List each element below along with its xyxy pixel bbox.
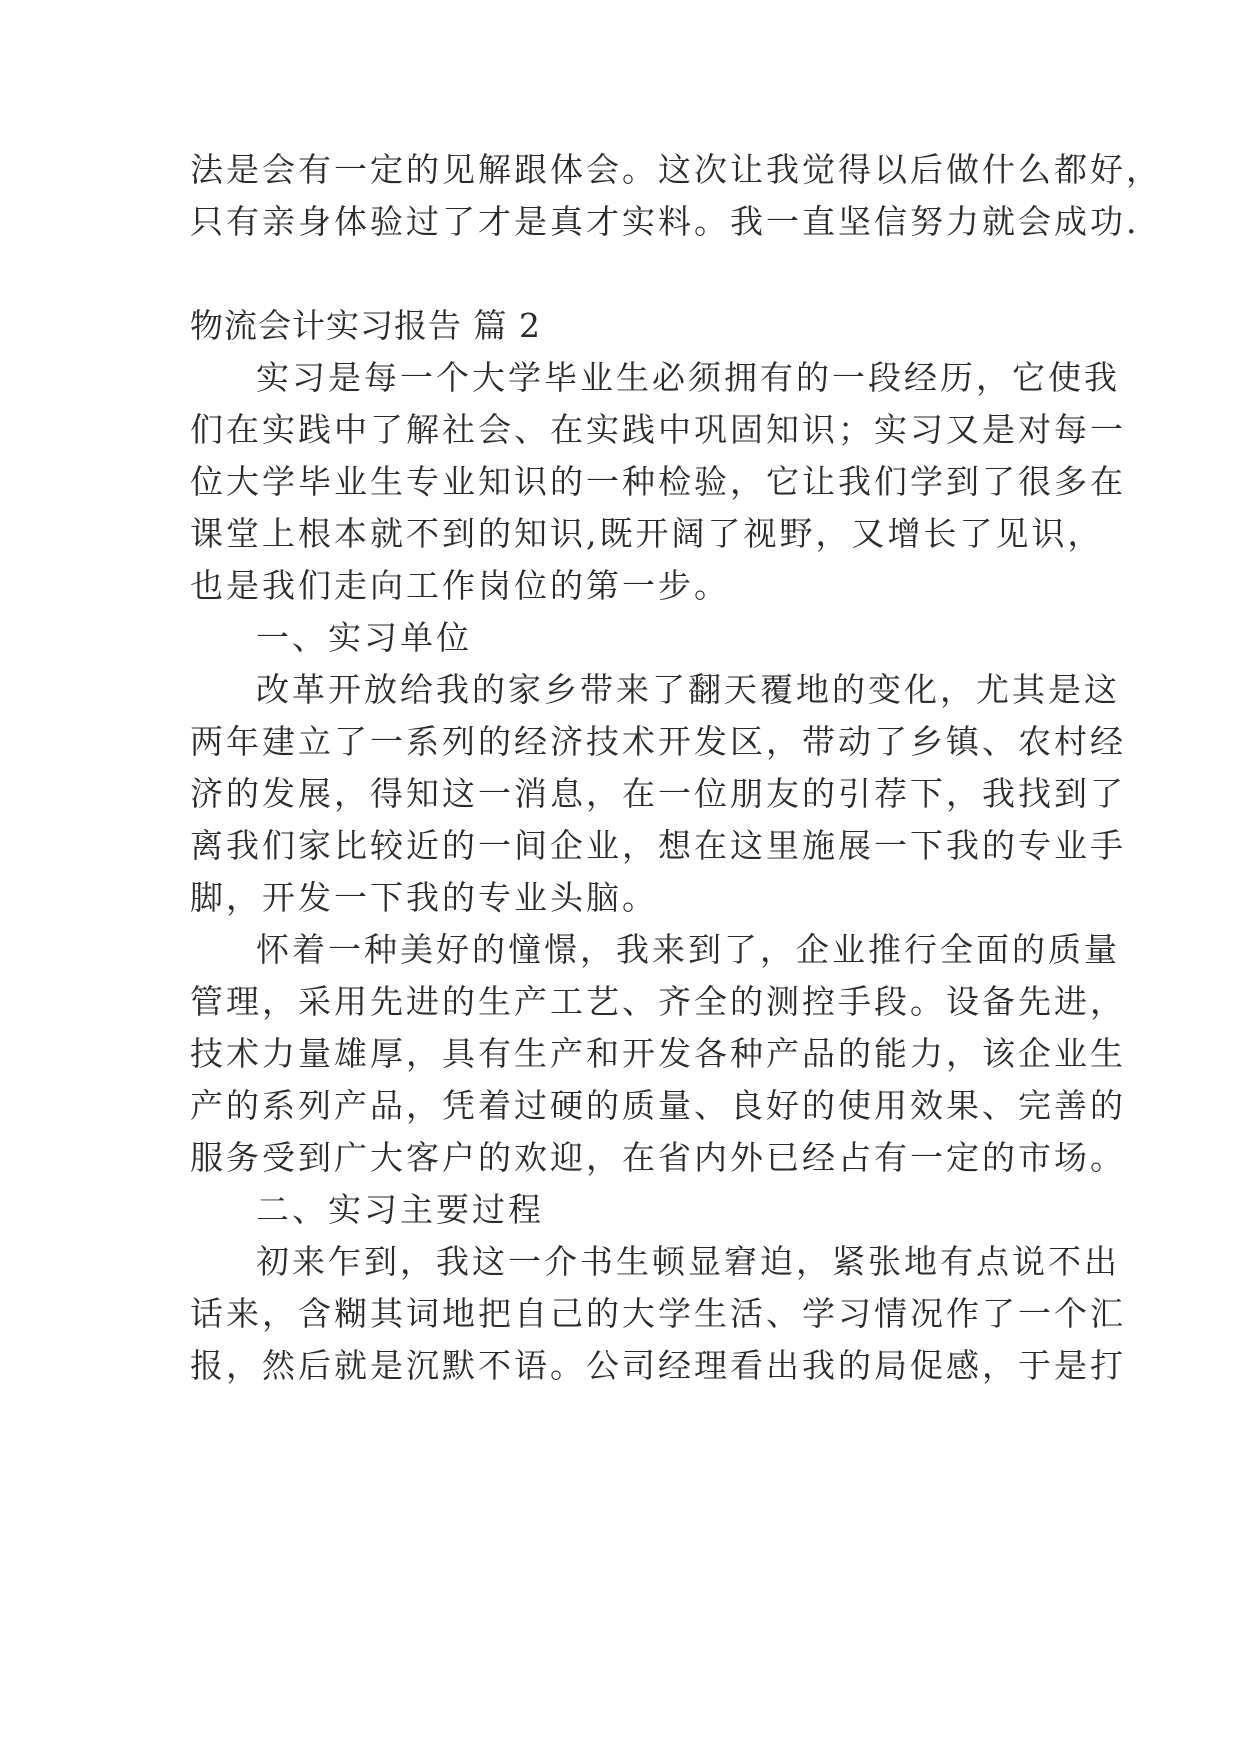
paragraph2-line-2: 两年建立了一系列的经济技术开发区，带动了乡镇、农村经 — [190, 722, 1126, 761]
paragraph3-line-2: 管理，采用先进的生产工艺、齐全的测控手段。设备先进， — [190, 982, 1126, 1021]
paragraph3-line-3: 技术力量雄厚，具有生产和开发各种产品的能力，该企业生 — [190, 1034, 1126, 1073]
paragraph1-line-1: 实习是每一个大学毕业生必须拥有的一段经历，它使我 — [256, 358, 1120, 397]
paragraph2-line-4: 离我们家比较近的一间企业，想在这里施展一下我的专业手 — [190, 826, 1126, 865]
heading-practice-unit: 一、实习单位 — [256, 618, 472, 657]
paragraph4-line-3: 报，然后就是沉默不语。公司经理看出我的局促感，于是打 — [190, 1346, 1126, 1385]
paragraph2-line-1: 改革开放给我的家乡带来了翻天覆地的变化，尤其是这 — [256, 670, 1120, 709]
paragraph1-line-4: 课堂上根本就不到的知识,既开阔了视野，又增长了见识， — [190, 514, 1104, 553]
intro-line-2: 只有亲身体验过了才是真才实料。我一直坚信努力就会成功. — [190, 202, 1140, 241]
section-title: 物流会计实习报告 篇 2 — [190, 306, 541, 345]
paragraph1-line-5: 也是我们走向工作岗位的第一步。 — [190, 566, 730, 605]
paragraph4-line-1: 初来乍到，我这一介书生顿显窘迫，紧张地有点说不出 — [256, 1242, 1120, 1281]
paragraph1-line-2: 们在实践中了解社会、在实践中巩固知识；实习又是对每一 — [190, 410, 1126, 449]
intro-line-1: 法是会有一定的见解跟体会。这次让我觉得以后做什么都好， — [190, 150, 1162, 189]
paragraph2-line-3: 济的发展，得知这一消息，在一位朋友的引荐下，我找到了 — [190, 774, 1126, 813]
paragraph2-line-5: 脚，开发一下我的专业头脑。 — [190, 878, 658, 917]
paragraph4-line-2: 话来，含糊其词地把自己的大学生活、学习情况作了一个汇 — [190, 1294, 1126, 1333]
paragraph3-line-1: 怀着一种美好的憧憬，我来到了，企业推行全面的质量 — [256, 930, 1120, 969]
paragraph3-line-5: 服务受到广大客户的欢迎，在省内外已经占有一定的市场。 — [190, 1138, 1126, 1177]
heading-main-process: 二、实习主要过程 — [256, 1190, 544, 1229]
paragraph3-line-4: 产的系列产品，凭着过硬的质量、良好的使用效果、完善的 — [190, 1086, 1126, 1125]
paragraph1-line-3: 位大学毕业生专业知识的一种检验，它让我们学到了很多在 — [190, 462, 1126, 501]
